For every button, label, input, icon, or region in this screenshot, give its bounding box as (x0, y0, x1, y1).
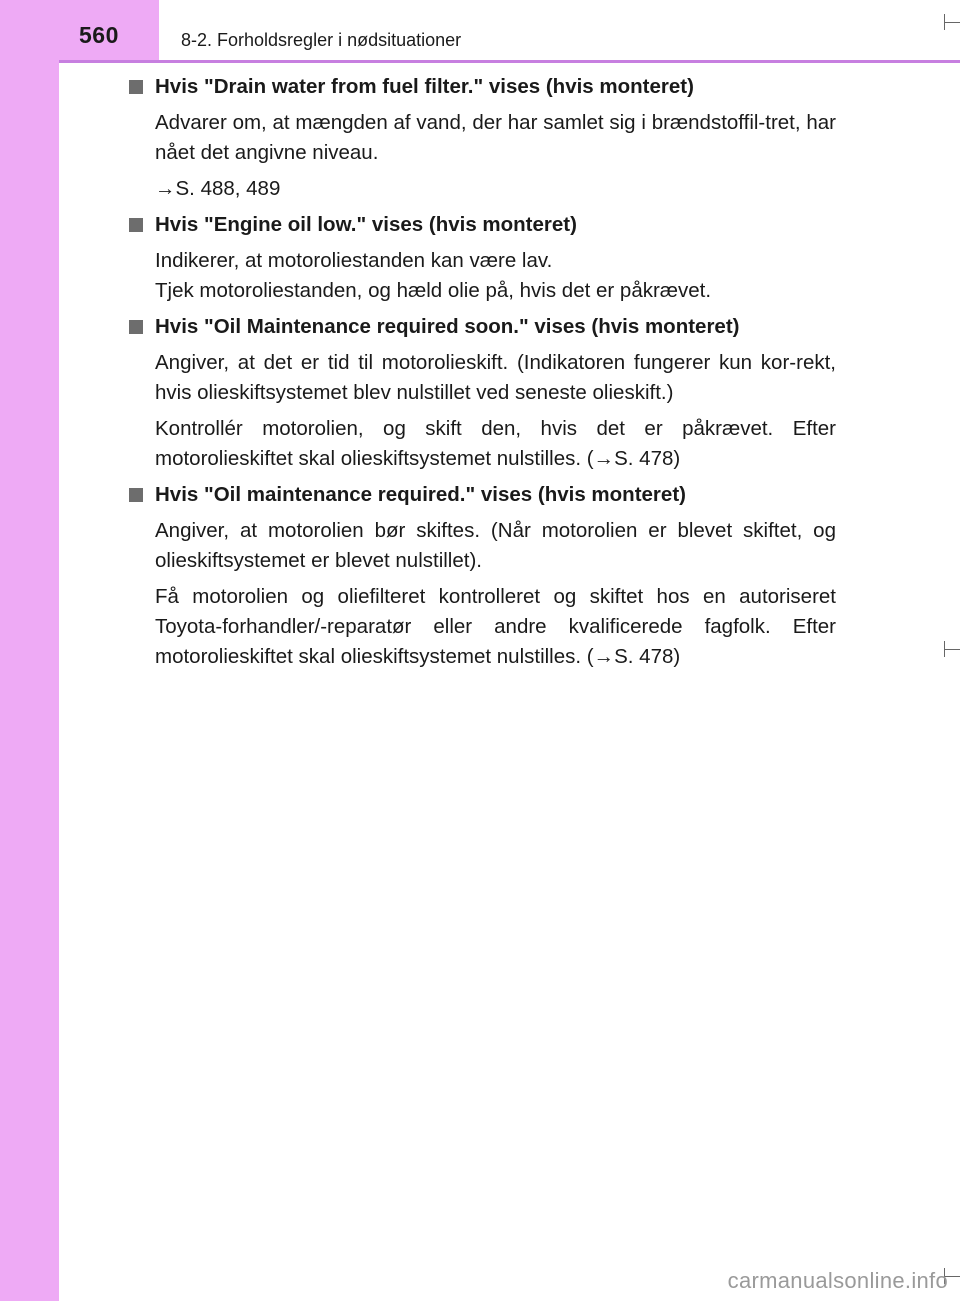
crop-mark (944, 22, 960, 23)
sidebar-band (0, 0, 59, 1301)
square-bullet-icon (129, 218, 143, 232)
paragraph: Indikerer, at motoroliestanden kan være lav. (155, 249, 553, 272)
watermark: carmanualsonline.info (727, 1268, 948, 1293)
square-bullet-icon (129, 320, 143, 334)
paragraph: Tjek motoroliestanden, og hæld olie på, hvis det er påkrævet. (155, 279, 712, 302)
square-bullet-icon (129, 488, 143, 502)
square-bullet-icon (129, 80, 143, 94)
heading-text: Hvis "Oil maintenance required." vises (hvis monteret) (155, 483, 686, 506)
section-heading (128, 312, 836, 342)
page-number: 560 (79, 22, 119, 48)
paragraph: Angiver, at det er tid til motorolieskift. (Indikatoren fungerer kun kor-rekt, hvis olieskiftsystemet blev nulstillet ved seneste olieskift.) (155, 351, 836, 404)
paragraph: Advarer om, at mængden af vand, der har samlet sig i brændstoffil-tret, har nået det angivne niveau. (155, 111, 836, 164)
section-heading (128, 210, 836, 240)
paragraph: Få motorolien og oliefilteret kontrolleret og skiftet hos en autoriseret Toyota-forhandler/-reparatør eller andre kvalificerede fagfolk. Efter motorolieskiftet skal olieskiftsystemet nulstilles. (→S. 478) (155, 585, 836, 668)
section-heading (128, 72, 836, 102)
page-reference[interactable]: →S. 488, 489 (155, 177, 281, 200)
header-rule (59, 60, 960, 63)
paragraph: Kontrollér motorolien, og skift den, hvis det er påkrævet. Efter motorolieskiftet skal olieskiftsystemet nulstilles. (→S. 478) (155, 417, 836, 470)
heading-text: Hvis "Oil Maintenance required soon." vises (hvis monteret) (155, 315, 740, 338)
heading-text: Hvis "Drain water from fuel filter." vises (hvis monteret) (155, 75, 694, 98)
page-content (128, 72, 836, 678)
section-title: 8-2. Forholdsregler i nødsituationer (181, 30, 462, 50)
crop-mark (944, 649, 960, 650)
section-heading (128, 480, 836, 510)
paragraph: Angiver, at motorolien bør skiftes. (Når motorolien er blevet skiftet, og olieskiftsystemet er blevet nulstillet). (155, 519, 836, 572)
heading-text: Hvis "Engine oil low." vises (hvis monteret) (155, 213, 577, 236)
